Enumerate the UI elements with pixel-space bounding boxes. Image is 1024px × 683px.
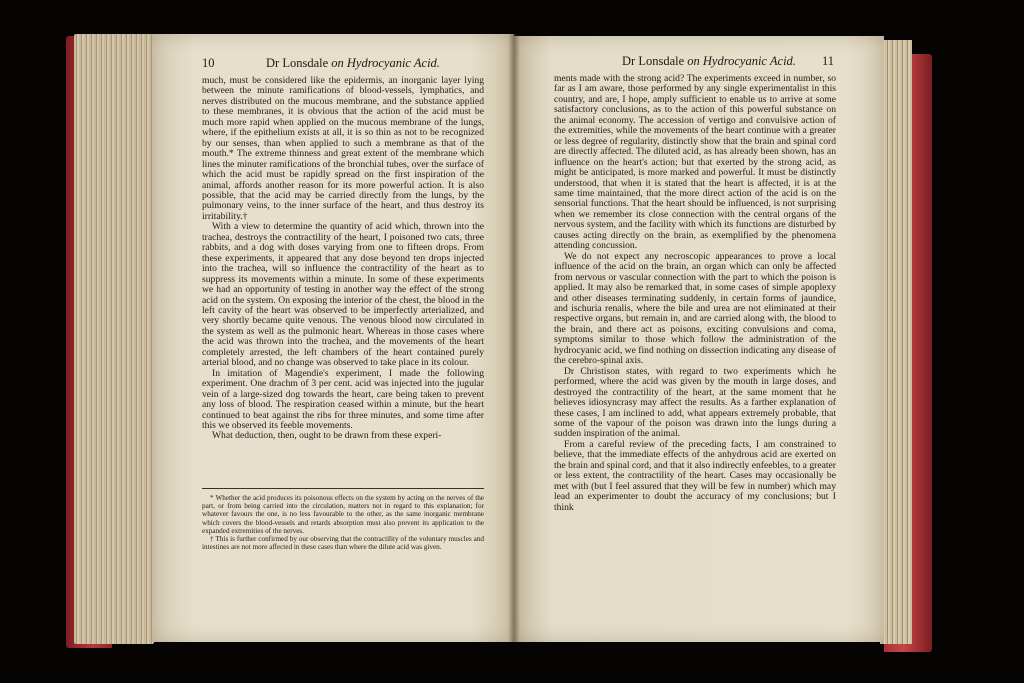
right-running-head — [622, 54, 796, 69]
left-running-head — [266, 56, 440, 71]
footnote: * Whether the acid produces its poisonous effects on the system by acting on the nerves of the part, or from being carried into the circulation, matters not in regard to this explanation; for whatever favours the one, is no less favourable to the other, as the same inorganic membrane which covers the blood-vessels and retards absorption must also prevent its application to the expanded extremities of the nerves. — [202, 494, 484, 535]
page-edges-right — [880, 40, 912, 644]
right-paragraph: We do not expect any necroscopic appearances to prove a local influence of the acid on the brain, an organ which can only be affected from nervous or vascular connection with the part to which the poison is applied. It may also be remarked that, in some cases of simple apoplexy and other diseases terminating suddenly, in certain forms of jaundice, and ischuria renalis, where the bile and urea are not eliminated at their respective organs, but remain in, and are carried along with, the blood to the brain, and there act as poisons, exciting convulsions and coma, symptoms similar to those which follow the administration of the hydrocyanic acid, we find nothing on dissection indicating any disease of the cerebro-spinal axis. — [554, 250, 836, 367]
left-paragraph: much, must be considered like the epidermis, an inorganic layer lying between the minute ramifications of blood-vessels, lymphatics, and nerves distributed on the mucous membrane, and the substance applied to these membranes, it is obvious that the action of the acid must be much more rapid when applied on the mucous membrane of the lungs, where, if the epithelium exists at all, it is so thin as not to be recognized by our senses, than when applied to such a membrane as that of the mouth.* The extreme thinness and great extent of the membrane which lines the minuter ramifications of the bronchial tubes, over the surface of which the acid must be rapidly spread on the first inspiration of the animal, affords another reason for its more powerful action. It is also possible, that the acid may be carried directly from the lungs, by the pulmonary veins, to the inner surface of the heart, and thus destroy its irritability.† — [202, 75, 484, 222]
right-body-text — [554, 74, 836, 513]
right-running-head-author: Dr Lonsdale — [622, 54, 685, 68]
right-paragraph: Dr Christison states, with regard to two experiments which he performed, where the acid was given by the mouth in large doses, and destroyed the contractility of the heart, at the same moment that he believes idiosyncrasy may affect the results. As a farther explanation of these cases, I am inclined to add, what appears extremely probable, that some of the vapour of the poison was drawn into the lungs during a sudden inspiration of the animal. — [554, 365, 836, 440]
footnote-rule — [202, 488, 484, 489]
left-paragraph: In imitation of Magendie's experiment, I made the following experiment. One drachm of 3 per cent. acid was injected into the jugular vein of a large-sized dog towards the heart, care being taken to prevent any loss of blood. The respiration ceased within a minute, but the heart continued to beat against the ribs for three minutes, and some time after this we observed its feeble movements. — [202, 367, 484, 431]
right-page-number: 11 — [822, 54, 835, 68]
left-body-text — [202, 76, 484, 442]
footnote: † This is further confirmed by our observing that the contractility of the voluntary muscles and intestines are not more affected in these cases than where the dilute acid was given. — [202, 535, 484, 552]
right-page — [514, 36, 884, 642]
right-paragraph: From a careful review of the preceding facts, I am constrained to believe, that the immediate effects of the anhydrous acid are exerted on the brain and spinal cord, and that it also indirectly enfeebles, to a greater or less extent, the contractility of the heart. Cases may occasionally be met with (but I feel assured that they will be few in number) which may lead an experimenter to doubt the accuracy of my conclusions; but I think — [554, 438, 836, 513]
left-paragraph: What deduction, then, ought to be drawn from these experi- — [212, 430, 442, 442]
page-edges-left — [74, 34, 154, 644]
right-paragraph: ments made with the strong acid? The experiments exceed in number, so far as I am aware, those performed by any single experimentalist in this country, and are, I hope, amply sufficient to enable us to arrive at some satisfactory conclusions, as to the action of this powerful substance on the animal economy. The accession of vertigo and convulsive action of the extremities, while the movements of the heart continue with a greater or less degree of regularity, distinctly show that the brain and spinal cord are directly affected. The diluted acid, as has already been shown, has an influence on the heart's action; but that exerted by the strong acid, as might be anticipated, is more marked and powerful. It must be distinctly understood, that when it is stated that the heart is affected, it is at the same time maintained, that the more direct action of the acid is on the sensorial functions. That the heart should be influenced, is not surprising when we remember its close connection with the central organs of the nervous system, and the facility with which its functions are disturbed by causes acting directly on the brain, as exemplified by the phenomena attending concussion. — [554, 73, 836, 252]
left-running-head-author: Dr Lonsdale — [266, 56, 329, 70]
book-gutter — [508, 34, 520, 642]
left-paragraph: With a view to determine the quantity of acid which, thrown into the trachea, destroys the contractility of the heart, I poisoned two cats, three rabbits, and a dog with doses varying from one to fifteen drops. From these experiments, it appeared that any dose beyond ten drops injected into the trachea, will so influence the contractility of the heart as to suppress its movements within a minute. In some of these experiments we had an opportunity of testing in another way the effect of the strong acid on the system. On exposing the interior of the chest, the blood in the left cavity of the heart was observed to be imperfectly arterialized, and very shortly became quite venous. The venous blood now circulated in the system as well as the pulmonic heart. Whereas in those cases where the acid was thrown into the trachea, and the movements of the heart completely arrested, the left chambers of the heart contained purely arterial blood, and no change was observed to take place in its colour. — [202, 221, 484, 369]
open-book — [62, 30, 934, 652]
right-running-head-title: on Hydrocyanic Acid. — [687, 54, 796, 68]
left-running-head-title: on Hydrocyanic Acid. — [331, 56, 440, 70]
left-page-number: 10 — [202, 56, 215, 70]
left-footnotes — [202, 494, 484, 551]
left-page — [152, 34, 514, 642]
